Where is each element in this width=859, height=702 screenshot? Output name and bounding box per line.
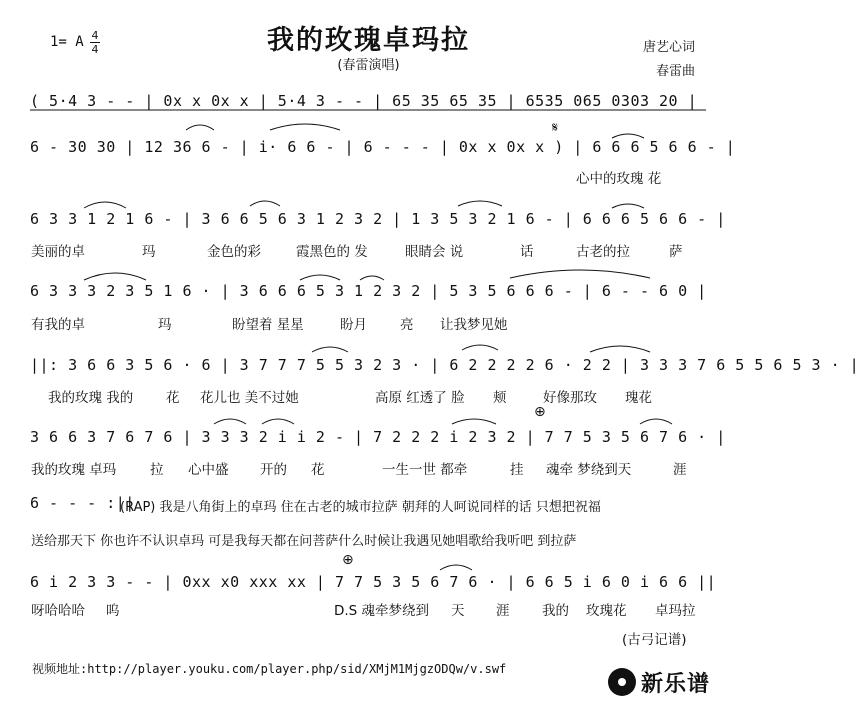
record-disc-icon	[608, 668, 636, 696]
key-signature: 1= A	[50, 34, 84, 50]
site-logo[interactable]	[608, 666, 710, 698]
slur-mark	[462, 345, 498, 350]
logo-text: 新乐谱	[641, 671, 711, 697]
slur-mark	[84, 273, 146, 280]
slur-mark	[612, 204, 644, 208]
lyric-word: 好像那玫	[543, 390, 597, 406]
coda-sign: ⊕	[534, 404, 546, 420]
lyric-word: 玛	[158, 317, 172, 333]
video-address	[32, 660, 506, 677]
lyric-word: 高原 红透了 脸	[375, 390, 465, 406]
slur-mark	[440, 565, 472, 570]
rap-line-2: 送给那天下 你也许不认识卓玛 可是我每天都在问菩萨什么时候让我遇见她唱歌给我听吧 到拉萨	[31, 534, 577, 549]
slur-mark	[262, 419, 294, 424]
lyric-word: 拉	[150, 462, 164, 478]
video-url-link[interactable]: http://player.youku.com/player.php/sid/XMjM1MjgzODQw/v.swf	[87, 662, 507, 676]
lyric-word: 魂牵 梦绕到天	[546, 462, 632, 478]
slur-mark	[312, 347, 348, 352]
coda-sign: ⊕	[342, 552, 354, 568]
lyric-word: 我的玫瑰 卓玛	[31, 462, 117, 478]
lyric-word: 卓玛拉	[655, 603, 696, 619]
lyric-word: 瑰花	[625, 390, 652, 406]
lyric-word: 萨	[669, 244, 683, 260]
lyric-word: 涯	[673, 462, 687, 478]
lyric-word: 心中盛	[188, 462, 229, 478]
score-line-6: 3 6 6 3 7 6 7 6 | 3 3 3 2 i i 2 - | 7 2 2 2 i 2 3 2 | 7 7 5 3 5 6 7 6 · |	[30, 428, 726, 446]
lyric-word: 霞黑色的 发	[296, 244, 368, 260]
slur-mark	[186, 125, 214, 130]
slur-mark	[84, 202, 126, 208]
lyric-word: 呜	[106, 603, 120, 619]
score-line-4: 6 3 3 3 2 3 5 1 6 · | 3 6 6 6 5 3 1 2 3 2 | 5 3 5 6 6 6 - | 6 - - 6 0 |	[30, 282, 707, 300]
score-line-8: 6 i 2 3 3 - - | 0xx x0 xxx xx | 7 7 5 3 5 6 7 6 · | 6 6 5 i 6 0 i 6 6 ||	[30, 573, 717, 591]
lyric-word: 呀哈哈哈	[31, 603, 85, 619]
lyric-word: 有我的卓	[31, 317, 85, 333]
lyric-word: 美丽的卓	[31, 244, 85, 260]
slur-mark	[214, 419, 246, 424]
lyric-word: 金色的彩	[207, 244, 261, 260]
lyric-word: 花	[311, 462, 325, 478]
song-title: 我的玫瑰卓玛拉	[267, 25, 470, 56]
lyric-word: 我的	[542, 603, 569, 619]
segno-sign: 𝄋	[552, 120, 559, 136]
lyric-word: 我的玫瑰 我的	[48, 390, 134, 406]
slur-mark	[250, 201, 280, 206]
lyric-word: 涯	[496, 603, 510, 619]
lyric-word: 玫瑰花	[586, 603, 627, 619]
time-signature-bottom: 4	[91, 43, 99, 56]
lyric-word: 玛	[142, 244, 156, 260]
slur-mark	[452, 419, 496, 424]
lyric-word: 颊	[493, 390, 507, 406]
lyric-word: 盼望着 星星	[232, 317, 304, 333]
score-line-2: 6 - 30 30 | 12 36 6 - | i· 6 6 - | 6 - - - | 0x x 0x x ) | 6 6 6 5 6 6 - |	[30, 138, 736, 156]
score-line-1: ( 5·4 3 - - | 0x x 0x x | 5·4 3 - - | 65 35 65 35 | 6535 065 0303 20 |	[30, 92, 698, 110]
recorder-credit: (古弓记谱)	[622, 632, 687, 648]
slur-mark	[590, 346, 650, 352]
lyric-word: 亮	[400, 317, 414, 333]
time-signature	[90, 30, 100, 55]
composer-credit: 春雷曲	[655, 64, 695, 79]
lyricist-credit: 唐艺心词	[642, 40, 695, 55]
slur-mark	[360, 276, 384, 280]
score-line-3: 6 3 3 1 2 1 6 - | 3 6 6 5 6 3 1 2 3 2 | 1 3 5 3 2 1 6 - | 6 6 6 5 6 6 - |	[30, 210, 726, 228]
lyric-word: 让我梦见她	[440, 317, 508, 333]
slur-mark	[300, 275, 340, 280]
lyric-word: 花儿也 美不过她	[200, 390, 299, 406]
lyric-word: 话	[520, 244, 534, 260]
lyric-word: D.S 魂牵梦绕到	[334, 603, 430, 619]
slur-mark	[510, 270, 650, 278]
score-line-7: 6 - - - :||	[30, 494, 135, 512]
rap-line-1: (RAP) 我是八角街上的卓玛 住在古老的城市拉萨 朝拜的人呵说同样的话 只想把祝福	[120, 500, 601, 515]
lyric-word: 花	[166, 390, 180, 406]
lyric-word: 一生一世 都牵	[382, 462, 468, 478]
slur-mark	[270, 124, 340, 130]
lyric-word: 眼睛会 说	[405, 244, 464, 260]
slur-mark	[640, 419, 672, 424]
lyric-word: 古老的拉	[576, 244, 630, 260]
video-label: 视频地址:	[32, 662, 88, 676]
lyric-word: 开的	[260, 462, 287, 478]
lyric-word: 挂	[510, 462, 524, 478]
performer-subtitle: (春雷演唱)	[337, 58, 400, 73]
slur-mark	[458, 201, 502, 206]
time-signature-top: 4	[91, 29, 99, 42]
lyric-word: 天	[451, 603, 465, 619]
score-line-5: ||: 3 6 6 3 5 6 · 6 | 3 7 7 7 5 5 3 2 3 · | 6 2 2 2 2 6 · 2 2 | 3 3 3 7 6 5 5 6 5 3 · |	[30, 356, 859, 374]
lyric-line-2: 心中的玫瑰 花	[576, 171, 662, 187]
lyric-word: 盼月	[340, 317, 367, 333]
